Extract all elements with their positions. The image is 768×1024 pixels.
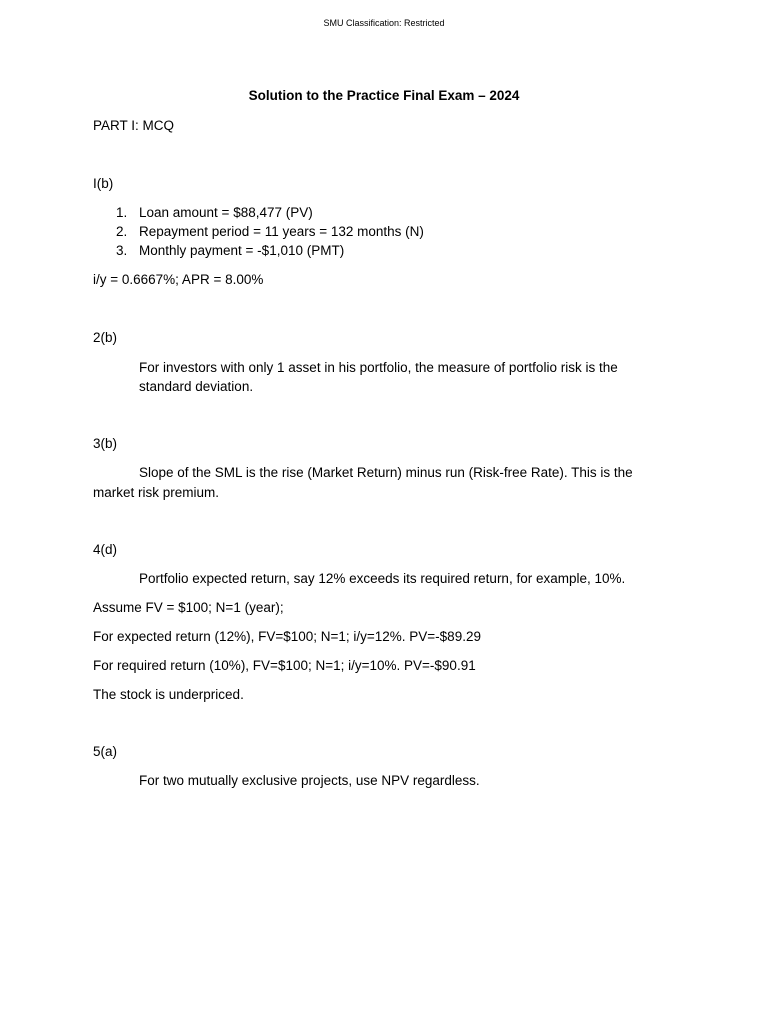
list-item-number: 3. [116, 243, 128, 258]
question-4-label: 4(d) [93, 542, 118, 557]
question-4-line-2: Assume FV = $100; N=1 (year); [93, 600, 284, 615]
question-4-line-3: For expected return (12%), FV=$100; N=1; i/y=12%. PV=-$89.29 [93, 629, 481, 644]
question-2-answer: For investors with only 1 asset in his portfolio, the measure of portfolio risk is the standard deviation. [139, 360, 618, 394]
question-5-answer: For two mutually exclusive projects, use NPV regardless. [139, 773, 480, 788]
list-item-number: 1. [116, 205, 128, 220]
document-title: Solution to the Practice Final Exam – 2024 [248, 88, 520, 103]
question-1-result: i/y = 0.6667%; APR = 8.00% [93, 272, 264, 287]
list-item-text: Loan amount = $88,477 (PV) [139, 205, 313, 220]
part-heading: PART I: MCQ [93, 118, 175, 133]
question-5-label: 5(a) [93, 744, 118, 759]
question-2-label: 2(b) [93, 330, 118, 345]
list-item-number: 2. [116, 224, 128, 239]
question-4-line-1: Portfolio expected return, say 12% exceeds its required return, for example, 10%. [139, 571, 626, 586]
question-4-conclusion: The stock is underpriced. [93, 687, 244, 702]
question-3-answer [93, 463, 663, 503]
question-3-label: 3(b) [93, 436, 118, 451]
list-item-text: Monthly payment = -$1,010 (PMT) [139, 243, 345, 258]
classification-header: SMU Classification: Restricted [323, 18, 445, 28]
question-4-line-4: For required return (10%), FV=$100; N=1; i/y=10%. PV=-$90.91 [93, 658, 476, 673]
list-item-text: Repayment period = 11 years = 132 months (N) [139, 224, 424, 239]
question-3-answer-line-2: market risk premium. [93, 485, 220, 500]
question-1-label: I(b) [93, 176, 114, 191]
question-3-answer-line-1: Slope of the SML is the rise (Market Return) minus run (Risk-free Rate). This is the [139, 465, 633, 480]
